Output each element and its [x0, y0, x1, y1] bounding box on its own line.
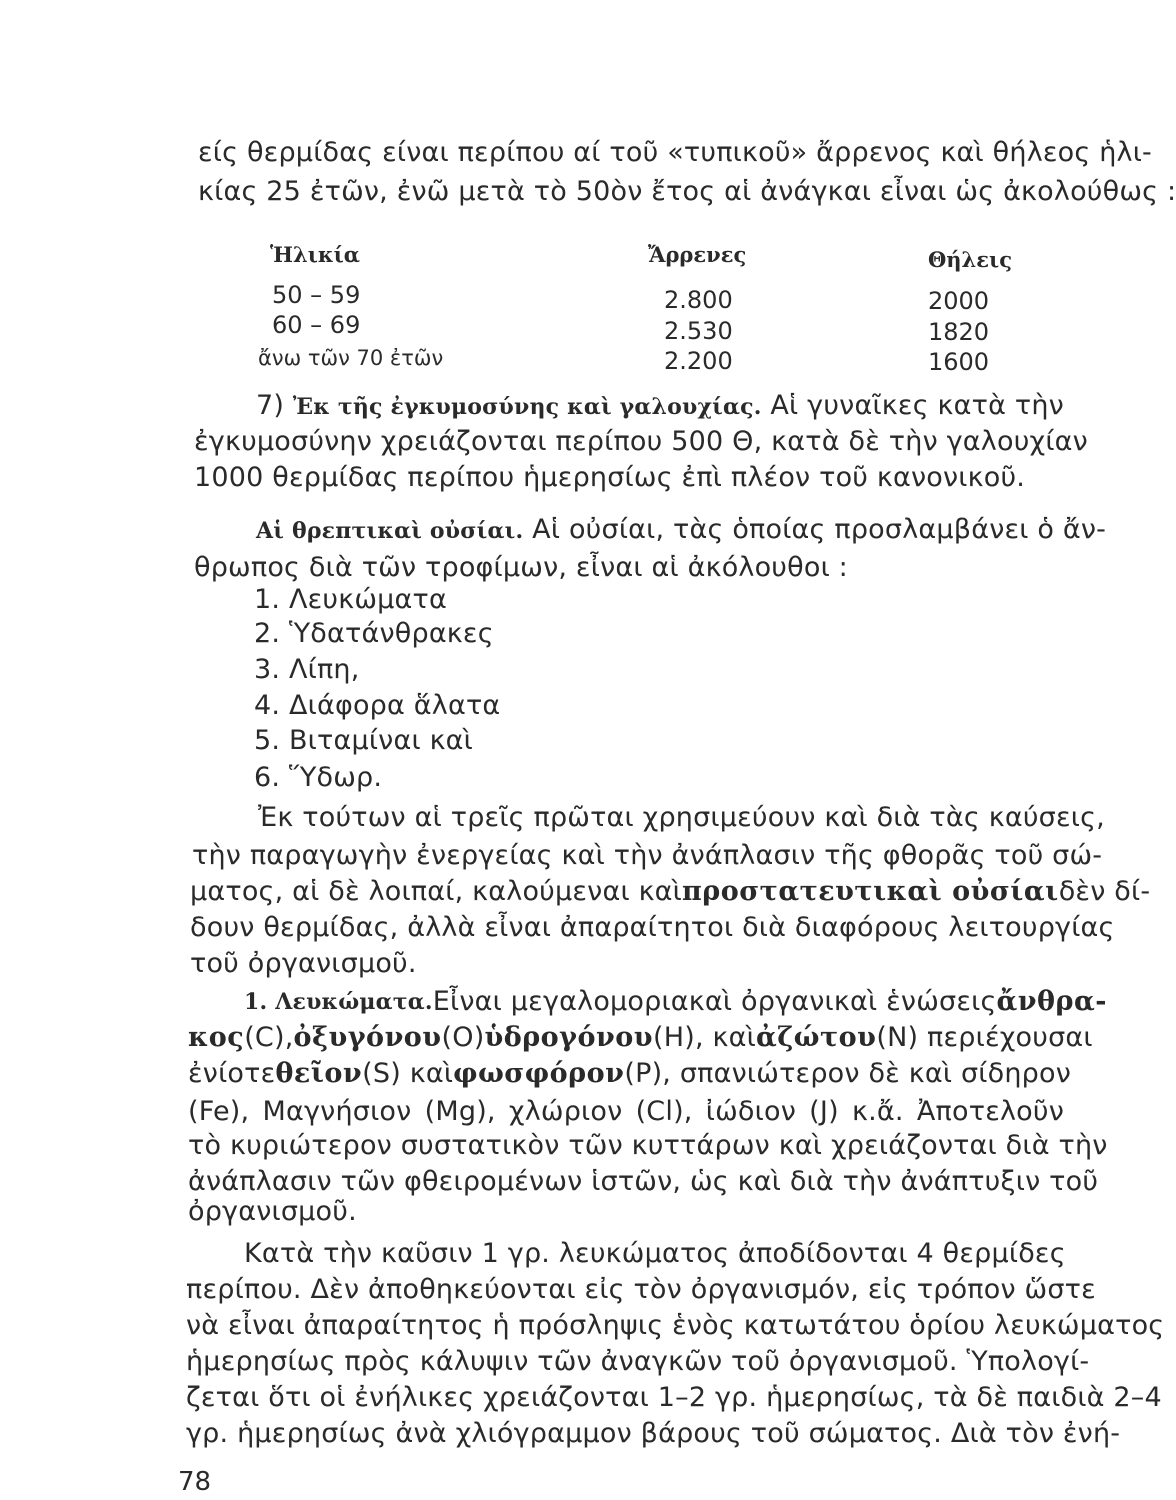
nutrients-line-2: θρωπος διὰ τῶν τροφίμων, εἶναι αἱ ἀκόλουθοι : [194, 552, 848, 583]
table-row-3-male: 2.200 [664, 347, 733, 375]
page-number: 78 [178, 1467, 212, 1497]
para-1-line-2: τὴν παραγωγὴν ἐνεργείας καὶ τὴν ἀνάπλασιν τῆς φθορᾶς τοῦ σώ- [192, 840, 1103, 871]
section-7-number: 7) [256, 390, 285, 421]
nutrient-item-4: 4. Διάφορα ἅλατα [254, 690, 501, 721]
table-row-1-age: 50 – 59 [272, 281, 361, 309]
intro-line-2: κίας 25 ἐτῶν, ἐνῶ μετὰ τὸ 50ὸν ἔτος αἱ ἀνάγκαι εἶναι ὡς ἀκολούθως : [198, 176, 1176, 207]
protective-substances-term: προστατευτικαὶ οὐσίαι [682, 876, 1059, 907]
para-1-line-3 [190, 874, 1151, 910]
phosphorus-term: φωσφόρον [453, 1058, 625, 1089]
table-row-2-female: 1820 [928, 318, 990, 346]
para-1-line-1: Ἐκ τούτων αἱ τρεῖς πρῶται χρησιμεύουν καὶ διὰ τὰς καύσεις, [258, 802, 1105, 833]
section-7-line-2: ἐγκυμοσύνην χρειάζονται περίπου 500 Θ, κατὰ δὲ τὴν γαλουχίαν [194, 426, 1088, 457]
para-2-nitrogen-symbol: (N) περιέχουσαι [876, 1022, 1093, 1053]
para-2-line-5: τὸ κυριώτερον συστατικὸν τῶν κυττάρων καὶ χρειάζονται διὰ τὴν [188, 1130, 1108, 1161]
table-row-3-female: 1600 [928, 348, 990, 376]
table-row-1-female: 2000 [928, 287, 990, 315]
table-header-age: Ἡλικία [270, 242, 360, 267]
oxygen-term: ὀξυγόνου [293, 1022, 442, 1053]
para-1-line-3-text-b: δὲν δί- [1058, 876, 1151, 907]
carbon-term-start: ἄνθρα- [996, 986, 1107, 1017]
section-7-heading: Ἐκ τῆς ἐγκυμοσύνης καὶ γαλουχίας. [292, 394, 762, 420]
section-7-line-1-text: Αἱ γυναῖκες κατὰ τὴν [770, 390, 1064, 421]
table-row-3-age: ἄνω τῶν 70 ἐτῶν [258, 346, 444, 370]
para-2-line-1-text: Εἶναι μεγαλομοριακαὶ ὀργανικαὶ ἑνώσεις [432, 986, 997, 1017]
para-2-line-1 [244, 984, 1107, 1020]
para-2-line-7: ὀργανισμοῦ. [188, 1196, 357, 1227]
nutrients-line-1 [256, 512, 1106, 549]
section-7-line-1 [256, 388, 1064, 425]
table-header-female: Θήλεις [928, 247, 1012, 272]
para-3-line-2: περίπου. Δὲν ἀποθηκεύονται εἰς τὸν ὀργανισμόν, εἰς τρόπον ὥστε [186, 1274, 1096, 1305]
carbon-term-end: κος [188, 1022, 245, 1053]
para-3-line-5: ζεται ὅτι οἱ ἐνήλικες χρειάζονται 1–2 γρ. ἡμερησίως, τὰ δὲ παιδιὰ 2–4 [186, 1382, 1162, 1413]
para-3-line-1: Κατὰ τὴν καῦσιν 1 γρ. λευκώματος ἀποδίδονται 4 θερμίδες [244, 1238, 1066, 1269]
para-2-line-3-text-c: (P), σπανιώτερον δὲ καὶ σίδηρον [624, 1058, 1071, 1089]
table-row-1-male: 2.800 [664, 286, 733, 314]
proteins-heading: 1. Λευκώματα. [244, 989, 433, 1015]
nutrients-heading: Αἱ θρεπτικαὶ οὐσίαι. [256, 518, 524, 544]
sulfur-term: θεῖον [275, 1058, 363, 1089]
para-2-oxygen-symbol: (O) [441, 1022, 485, 1053]
table-row-2-male: 2.530 [664, 317, 733, 345]
para-2-carbon-symbol: (C), [244, 1022, 294, 1053]
para-3-line-3: νὰ εἶναι ἀπαραίτητος ἡ πρόσληψις ἑνὸς κατωτάτου ὁρίου λευκώματος [186, 1310, 1165, 1341]
para-3-line-6: γρ. ἡμερησίως ἀνὰ χλιόγραμμον βάρους τοῦ σώματος. Διὰ τὸν ἐνή- [186, 1418, 1121, 1449]
para-2-line-3-text-b: (S) καὶ [362, 1058, 454, 1089]
para-1-line-4: δουν θερμίδας, ἀλλὰ εἶναι ἀπαραίτητοι διὰ διαφόρους λειτουργίας [190, 912, 1115, 943]
nutrient-item-6: 6. Ὕδωρ. [254, 762, 383, 793]
para-3-line-4: ἡμερησίως πρὸς κάλυψιν τῶν ἀναγκῶν τοῦ ὀργανισμοῦ. Ὑπολογί- [186, 1346, 1090, 1377]
nitrogen-term: ἀζώτου [755, 1022, 877, 1053]
para-1-line-3-text-a: ματος, αἱ δὲ λοιπαί, καλούμεναι καὶ [190, 876, 683, 907]
nutrient-item-3: 3. Λίπη, [254, 654, 360, 685]
para-2-line-4: (Fe), Μαγνήσιον (Mg), χλώριον (Cl), ἰώδιον (J) κ.ἄ. Ἀποτελοῦν [188, 1096, 1064, 1127]
nutrients-line-1-text: Αἱ οὐσίαι, τὰς ὁποίας προσλαμβάνει ὁ ἄν- [532, 514, 1107, 545]
nutrient-item-2: 2. Ὑδατάνθρακες [254, 618, 494, 649]
table-row-2-age: 60 – 69 [272, 311, 361, 339]
hydrogen-term: ὑδρογόνου [484, 1022, 653, 1053]
nutrient-item-5: 5. Βιταμίναι καὶ [254, 725, 474, 756]
para-1-line-5: τοῦ ὀργανισμοῦ. [190, 948, 417, 979]
para-2-hydrogen-symbol: (H), καὶ [653, 1022, 756, 1053]
intro-line-1: είς θερμίδας είναι περίπου αί τοῦ «τυπικοῦ» ἄρρενος καὶ θήλεος ἡλι- [198, 137, 1152, 168]
para-2-line-2 [188, 1020, 1093, 1056]
table-header-male: Ἄρρενες [648, 242, 747, 267]
para-2-line-6: ἀνάπλασιν τῶν φθειρομένων ἱστῶν, ὡς καὶ διὰ τὴν ἀνάπτυξιν τοῦ [188, 1166, 1099, 1197]
para-2-line-3 [188, 1056, 1071, 1092]
section-7-line-3: 1000 θερμίδας περίπου ἡμερησίως ἐπὶ πλέον τοῦ κανονικοῦ. [194, 462, 1026, 493]
nutrient-item-1: 1. Λευκώματα [254, 584, 447, 615]
para-2-line-3-text-a: ἐνίοτε [188, 1058, 276, 1089]
